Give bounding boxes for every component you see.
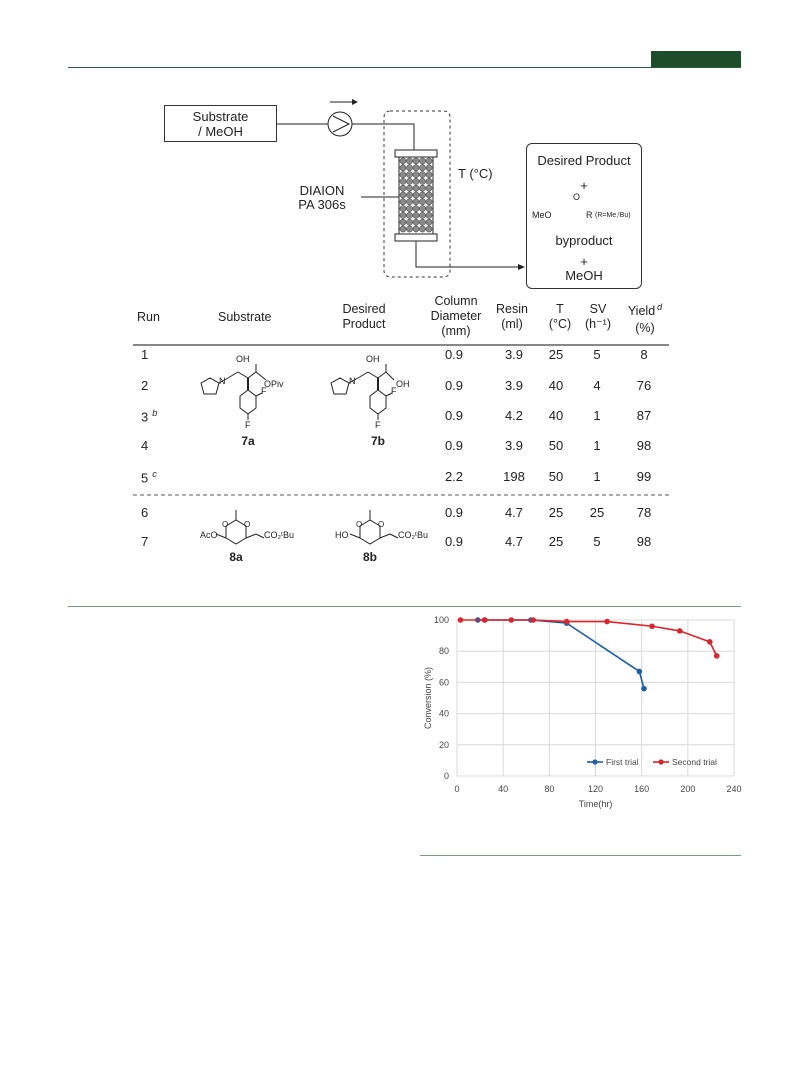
- substrate-box-line1: Substrate: [192, 109, 249, 124]
- y-tick-label: 20: [438, 739, 449, 750]
- cell-t: 50: [548, 469, 564, 484]
- structures: [0, 290, 809, 590]
- chart-svg: [410, 608, 745, 823]
- opiv-7a: OPiv: [264, 379, 284, 389]
- cell-diameter: 0.9: [444, 408, 464, 423]
- bottom-rule: [420, 855, 741, 856]
- data-point: [530, 617, 536, 623]
- header-yield-footnote: d: [657, 302, 663, 312]
- x-tick-label: 240: [726, 784, 742, 794]
- cell-yield: 78: [636, 505, 652, 520]
- run-footnote: b: [152, 408, 158, 418]
- cell-diameter: 0.9: [444, 505, 464, 520]
- header-t-l2: (°C): [548, 317, 572, 331]
- data-point: [508, 617, 514, 623]
- cell-diameter: 0.9: [444, 378, 464, 393]
- cell-resin: 4.7: [504, 505, 524, 520]
- header-substrate: Substrate: [218, 310, 272, 324]
- flow-scheme: [0, 0, 809, 300]
- cell-t: 40: [548, 378, 564, 393]
- oh2-7b: OH: [396, 379, 410, 389]
- y-tick-label: 60: [438, 677, 449, 688]
- cell-t: 50: [548, 438, 564, 453]
- f-para-7a: F: [245, 420, 251, 430]
- data-point: [677, 628, 683, 634]
- o-ring-8b-1: O: [356, 520, 363, 529]
- run-number: 2: [141, 378, 149, 393]
- cell-diameter: 2.2: [444, 469, 464, 484]
- cell-yield: 99: [636, 469, 652, 484]
- oh-7b: OH: [366, 354, 380, 364]
- triazole-7a: [201, 378, 219, 394]
- cell-t: 25: [548, 534, 564, 549]
- o-ring-8a-1: O: [222, 520, 229, 529]
- run-number: 7: [141, 534, 149, 549]
- ester-meo: MeO: [532, 210, 552, 220]
- dioxane-8a: [226, 520, 246, 544]
- x-tick-label: 160: [634, 784, 650, 794]
- substrate-box: [164, 105, 277, 142]
- ho-8b: HO: [335, 530, 349, 540]
- run-number: 4: [141, 438, 149, 453]
- byproduct-label: byproduct: [555, 233, 613, 248]
- header-column-l1: Column: [434, 294, 478, 308]
- run-number: 5: [141, 470, 149, 486]
- o-ring-8b-2: O: [378, 520, 385, 529]
- cell-resin: 3.9: [504, 347, 524, 362]
- header-run: Run: [137, 310, 160, 324]
- product-line: Desired Product: [537, 153, 631, 168]
- data-point: [482, 617, 488, 623]
- dioxane-8b: [360, 520, 380, 544]
- flow-lines: [0, 0, 809, 300]
- legend-marker-1: [592, 759, 597, 764]
- header-resin-l1: Resin: [496, 302, 528, 316]
- n-7a: N: [219, 376, 226, 386]
- plus-sign-2: +: [580, 254, 588, 269]
- header-t-l1: T: [556, 302, 564, 316]
- data-point: [604, 619, 610, 625]
- cell-resin: 4.7: [504, 534, 524, 549]
- cell-diameter: 0.9: [444, 534, 464, 549]
- data-point: [649, 623, 655, 629]
- aco-8a: AcO: [200, 530, 218, 540]
- cell-yield: 76: [636, 378, 652, 393]
- header-product-l2: Product: [342, 317, 386, 331]
- run-footnote: c: [152, 469, 157, 479]
- run-number: 1: [141, 347, 149, 362]
- cell-yield: 98: [636, 534, 652, 549]
- header-yield-l1: Yield: [627, 304, 656, 319]
- cell-sv: 4: [593, 378, 601, 393]
- cell-resin: 3.9: [504, 378, 524, 393]
- legend-label-1: First trial: [606, 757, 639, 767]
- f-para-7b: F: [375, 420, 381, 430]
- column-label: [282, 184, 362, 212]
- triazole-7b: [331, 378, 349, 394]
- compound-8b: 8b: [362, 550, 377, 564]
- x-tick-label: 120: [587, 784, 604, 794]
- cell-sv: 25: [589, 505, 605, 520]
- x-tick-label: 40: [498, 784, 509, 794]
- data-point: [637, 669, 643, 675]
- ester-oxygen: O: [573, 192, 581, 202]
- ester-note: (R=Me,ᵗBu): [595, 212, 631, 219]
- cell-resin: 4.2: [504, 408, 524, 423]
- plus-sign: +: [580, 178, 588, 193]
- cell-yield: 8: [640, 347, 648, 362]
- compound-7a: 7a: [241, 434, 255, 448]
- header-product-l1: Desired: [342, 302, 386, 316]
- substrate-box-line2: / MeOH: [198, 124, 243, 139]
- oh-7a: OH: [236, 354, 250, 364]
- f-ortho-7b: F: [391, 386, 397, 396]
- n-7b: N: [349, 376, 356, 386]
- cell-sv: 1: [593, 469, 601, 484]
- product-box: [526, 143, 642, 289]
- x-axis-label: Time(hr): [578, 799, 613, 809]
- y-tick-label: 40: [438, 708, 449, 719]
- header-sv-l2: (h⁻¹): [584, 317, 612, 331]
- compound-7b: 7b: [370, 434, 385, 448]
- y-axis-label: Conversion (%): [423, 666, 433, 730]
- conversion-chart: [410, 608, 745, 823]
- header-resin-l2: (ml): [501, 317, 523, 331]
- cell-yield: 98: [636, 438, 652, 453]
- cell-sv: 1: [593, 438, 601, 453]
- data-point: [707, 639, 713, 645]
- legend-marker-2: [658, 759, 663, 764]
- section-rule: [68, 606, 741, 607]
- results-table: [0, 290, 809, 590]
- data-point: [458, 617, 464, 623]
- column-label-line2: PA 306s: [298, 197, 346, 212]
- cell-yield: 87: [636, 408, 652, 423]
- compound-8a: 8a: [229, 550, 243, 564]
- cell-t: 25: [548, 347, 564, 362]
- header-sv-l1: SV: [589, 302, 607, 316]
- data-point: [714, 653, 720, 659]
- cell-resin: 3.9: [504, 438, 524, 453]
- legend-label-2: Second trial: [672, 757, 717, 767]
- co2tbu-8b: CO₂ᵗBu: [398, 530, 428, 540]
- temperature-label: T (°C): [458, 166, 493, 181]
- header-yield-l2: (%): [635, 321, 655, 336]
- x-tick-label: 0: [454, 784, 460, 794]
- f-ortho-7a: F: [261, 386, 267, 396]
- cell-sv: 1: [593, 408, 601, 423]
- data-point: [564, 619, 570, 625]
- run-number: 6: [141, 505, 149, 520]
- x-tick-label: 80: [544, 784, 555, 794]
- cell-sv: 5: [593, 534, 601, 549]
- cell-diameter: 0.9: [444, 438, 464, 453]
- y-tick-label: 100: [433, 615, 449, 625]
- x-tick-label: 200: [680, 784, 696, 794]
- y-tick-label: 80: [438, 646, 449, 657]
- cell-resin: 198: [503, 469, 525, 484]
- meoh-label: MeOH: [565, 268, 603, 283]
- column-label-line1: DIAION: [299, 183, 345, 198]
- o-ring-8a-2: O: [244, 520, 251, 529]
- data-point: [641, 686, 647, 692]
- cell-t: 25: [548, 505, 564, 520]
- cell-diameter: 0.9: [444, 347, 464, 362]
- ester-r: R: [586, 210, 593, 220]
- header-column-l2: Diameter: [430, 309, 482, 323]
- co2tbu-8a: CO₂ᵗBu: [264, 530, 294, 540]
- run-number: 3: [141, 409, 149, 425]
- header-column-l3: (mm): [441, 324, 471, 338]
- cell-t: 40: [548, 408, 564, 423]
- cell-sv: 5: [593, 347, 601, 362]
- y-tick-label: 0: [443, 771, 449, 781]
